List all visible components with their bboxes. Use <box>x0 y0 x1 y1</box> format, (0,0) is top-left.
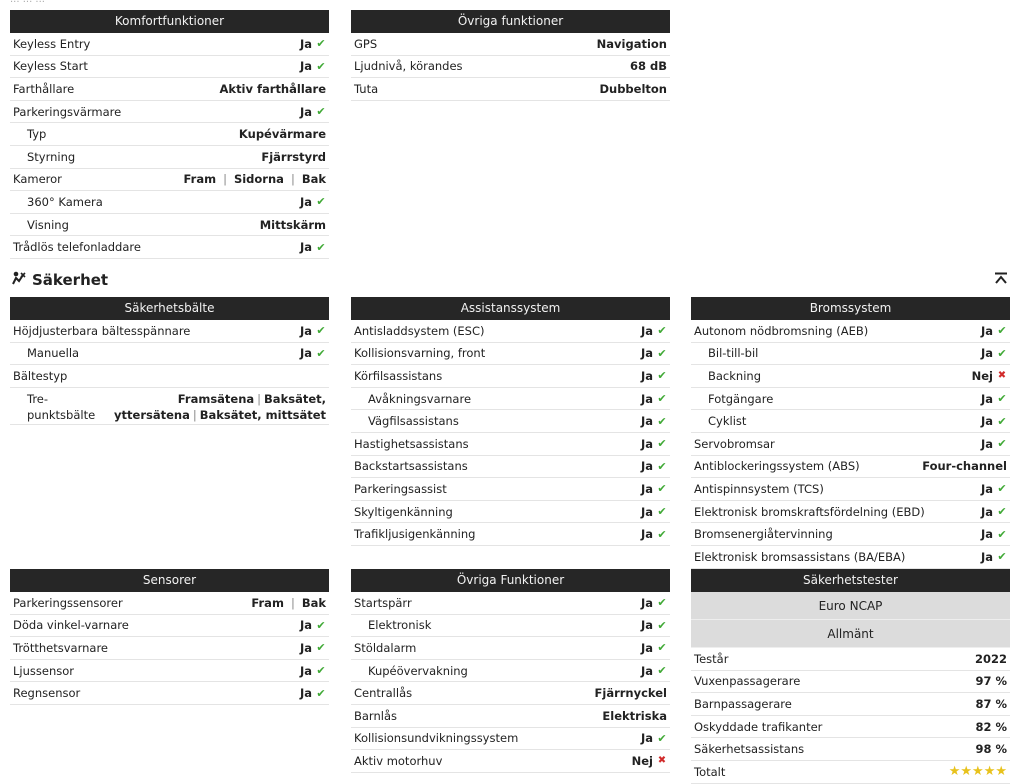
spec-value <box>300 641 326 655</box>
test-value: 82 % <box>975 719 1007 734</box>
test-row-oskyddade-trafikanter <box>691 716 1010 739</box>
spec-value <box>602 709 667 723</box>
spec-value <box>981 392 1007 406</box>
spec-label: Barnlås <box>354 708 397 723</box>
spec-label: Elektronisk bromsassistans (BA/EBA) <box>694 549 906 564</box>
spec-row-kollisionsundvikningssystem <box>351 728 670 751</box>
spec-value <box>300 686 326 700</box>
spec-row-fotgangare <box>691 388 1010 411</box>
spec-value-text: Mittskärm <box>259 217 326 232</box>
spec-row-typ <box>10 123 329 146</box>
check-icon: ✔ <box>997 437 1007 451</box>
spec-value-text: Ja <box>299 104 312 119</box>
spec-label: Elektronisk <box>368 618 432 633</box>
check-icon: ✔ <box>657 731 667 745</box>
spec-label: Elektronisk bromskraftsfördelning (EBD) <box>694 504 925 519</box>
spec-value <box>83 391 326 423</box>
spec-value <box>641 618 667 632</box>
check-icon: ✔ <box>316 664 326 678</box>
spec-row-servobromsar <box>691 433 1010 456</box>
spec-value <box>599 82 667 96</box>
star-icon: ★ <box>983 764 996 780</box>
spec-value-text: Ja <box>980 527 993 542</box>
safety-person-icon <box>12 271 26 289</box>
spec-value <box>981 346 1007 360</box>
spec-label: Antispinnsystem (TCS) <box>694 481 824 496</box>
test-label: Säkerhetsassistans <box>694 742 805 757</box>
spec-value-text: Nej <box>631 753 653 768</box>
spec-value-text: Ja <box>299 323 312 338</box>
check-icon: ✔ <box>657 664 667 678</box>
check-icon: ✔ <box>997 392 1007 406</box>
panel-header: Bromssystem <box>691 297 1010 320</box>
spec-row-tuta <box>351 78 670 101</box>
spec-value <box>981 437 1007 451</box>
spec-row-hojdjusterbara-baltesspannare <box>10 320 329 343</box>
spec-row-kupeovervakning <box>351 660 670 683</box>
spec-row-kameror <box>10 169 329 192</box>
value-separator: | <box>290 595 295 610</box>
spec-value-text: Elektriska <box>602 708 667 723</box>
spec-row-skyltigenkanning <box>351 501 670 524</box>
spec-value-part: Baksätet, mittsätet <box>199 407 326 422</box>
panel-header: Sensorer <box>10 569 329 592</box>
spec-label: Tuta <box>354 81 379 96</box>
spec-value <box>300 105 326 119</box>
check-icon: ✔ <box>316 105 326 119</box>
spec-value <box>641 346 667 360</box>
spec-label: Antisladdsystem (ESC) <box>354 323 485 338</box>
spec-label: Vägfilsassistans <box>368 414 459 429</box>
star-rating <box>949 764 1007 779</box>
spec-label: Kupéövervakning <box>368 663 468 678</box>
spec-value-text: Ja <box>640 595 653 610</box>
spec-row-gps <box>351 33 670 56</box>
spec-value <box>641 324 667 338</box>
spec-row-bil-till-bil <box>691 343 1010 366</box>
spec-value-text: Ja <box>299 240 312 255</box>
spec-value-text: Ja <box>980 414 993 429</box>
spec-row-parkeringssensorer <box>10 592 329 615</box>
spec-value <box>981 414 1007 428</box>
spec-value <box>251 596 326 610</box>
cut-off-heading <box>10 0 45 5</box>
spec-value-part: Fram <box>183 172 217 187</box>
spec-value <box>300 240 326 254</box>
sensorer-panel <box>10 569 329 705</box>
spec-value <box>641 596 667 610</box>
spec-row-parkeringsassist <box>351 478 670 501</box>
spec-label: Tre-punktsbälte <box>27 391 96 422</box>
spec-label: Trötthetsvarnare <box>13 640 108 655</box>
panel-header: Övriga funktioner <box>351 10 670 33</box>
spec-row-doda-vinkel-varnare <box>10 615 329 638</box>
spec-value <box>641 459 667 473</box>
spec-value-text: Four-channel <box>922 459 1007 474</box>
value-separator: | <box>257 391 262 406</box>
spec-value-text: Ja <box>640 640 653 655</box>
spec-value-text: Ja <box>980 436 993 451</box>
spec-value-text: Ja <box>299 346 312 361</box>
check-icon: ✔ <box>997 346 1007 360</box>
spec-label: Döda vinkel-varnare <box>13 618 129 633</box>
sakerhetstester-panel <box>691 569 1010 784</box>
spec-value <box>300 346 326 360</box>
spec-row-startsparr <box>351 592 670 615</box>
spec-label: Trafikljusigenkänning <box>354 527 476 542</box>
test-row-vuxenpassagerare <box>691 671 1010 694</box>
spec-value-text: Navigation <box>596 36 667 51</box>
spec-label: Backning <box>708 368 761 383</box>
spec-value-part: Fram <box>251 595 284 610</box>
spec-row-hastighetsassistans <box>351 433 670 456</box>
spec-value-text: Nej <box>971 368 993 383</box>
panel-header: Komfortfunktioner <box>10 10 329 33</box>
spec-row-trotthetsvarnare <box>10 637 329 660</box>
spec-value <box>641 392 667 406</box>
spec-value-text: Ja <box>980 481 993 496</box>
spec-row-elektronisk-bromskraftsfordelning-ebd <box>691 501 1010 524</box>
spec-value <box>597 37 667 51</box>
spec-value-text: Dubbelton <box>599 81 667 96</box>
check-icon: ✔ <box>657 414 667 428</box>
spec-row-baltestyp <box>10 365 329 388</box>
spec-value <box>239 127 326 141</box>
spec-value-text: Fjärrstyrd <box>261 149 326 164</box>
panel-header: Säkerhetsbälte <box>10 297 329 320</box>
sakerhet-title: Säkerhet <box>32 271 109 289</box>
spec-label: Styrning <box>27 149 76 164</box>
spec-label: Kollisionsvarning, front <box>354 346 486 361</box>
value-separator: | <box>192 407 197 422</box>
spec-label: Hastighetsassistans <box>354 436 469 451</box>
check-icon: ✔ <box>316 195 326 209</box>
spec-value-text: Ja <box>640 663 653 678</box>
spec-label: Avåkningsvarnare <box>368 391 472 406</box>
spec-label: Stöldalarm <box>354 640 417 655</box>
spec-label: Parkeringsvärmare <box>13 104 122 119</box>
check-icon: ✔ <box>316 240 326 254</box>
spec-value <box>981 505 1007 519</box>
spec-value <box>300 59 326 73</box>
spec-value <box>630 59 667 73</box>
spec-label: 360° Kamera <box>27 194 103 209</box>
spec-value <box>641 437 667 451</box>
spec-value-part: Bak <box>301 595 326 610</box>
spec-value <box>632 754 667 768</box>
spec-value-text: Ja <box>640 459 653 474</box>
check-icon: ✔ <box>316 641 326 655</box>
spec-value-part: Sidorna <box>233 172 284 187</box>
spec-row-elektronisk-bromsassistans-ba-eba <box>691 546 1010 569</box>
spec-row-aktiv-motorhuv <box>351 750 670 773</box>
spec-row-parkeringsvarmare <box>10 101 329 124</box>
spec-value-text: Fjärrnyckel <box>594 686 667 701</box>
spec-value-text: Ja <box>640 436 653 451</box>
bromssystem-panel <box>691 297 1010 569</box>
spec-row-farthallare <box>10 78 329 101</box>
spec-label: Farthållare <box>13 81 75 96</box>
spec-value-text: 68 dB <box>629 59 667 74</box>
spec-value-text: Ja <box>299 59 312 74</box>
spec-value-text: Ja <box>980 323 993 338</box>
spec-value-text: Ja <box>640 527 653 542</box>
check-icon: ✔ <box>657 482 667 496</box>
spec-value <box>641 664 667 678</box>
spec-value <box>981 482 1007 496</box>
spec-label: Servobromsar <box>694 436 775 451</box>
spec-value <box>184 172 326 186</box>
spec-row-cyklist <box>691 410 1010 433</box>
euro-ncap-band: Euro NCAP <box>691 592 1010 620</box>
cross-icon: ✖ <box>657 755 667 767</box>
star-icon: ★ <box>960 764 973 780</box>
spec-value-text: Kupévärmare <box>238 127 326 142</box>
spec-row-autonom-nodbromsning-aeb <box>691 320 1010 343</box>
spec-value-text: Ja <box>640 391 653 406</box>
spec-value <box>641 505 667 519</box>
spec-label: Keyless Entry <box>13 36 91 51</box>
check-icon: ✔ <box>997 505 1007 519</box>
spec-label: Startspärr <box>354 595 412 610</box>
spec-value-part: Bak <box>301 172 326 187</box>
star-icon: ★ <box>972 764 984 780</box>
check-icon: ✔ <box>997 324 1007 338</box>
check-icon: ✔ <box>316 346 326 360</box>
panel-header: Säkerhetstester <box>691 569 1010 592</box>
sakerhetsbalte-panel <box>10 297 329 425</box>
spec-row-avakningsvarnare <box>351 388 670 411</box>
test-value: 2022 <box>974 651 1007 666</box>
spec-label: Kollisionsundvikningssystem <box>354 731 519 746</box>
spec-label: Manuella <box>27 346 80 361</box>
spec-value-text: Ja <box>299 686 312 701</box>
check-icon: ✔ <box>316 686 326 700</box>
spec-label: Skyltigenkänning <box>354 504 453 519</box>
ovriga-funktioner-bottom-panel <box>351 569 670 773</box>
test-row-barnpassagerare <box>691 693 1010 716</box>
spec-label: Regnsensor <box>13 686 81 701</box>
spec-value-text: Ja <box>299 663 312 678</box>
spec-value <box>972 369 1007 383</box>
spec-label: Antiblockeringssystem (ABS) <box>694 459 860 474</box>
spec-label: Körfilsassistans <box>354 368 443 383</box>
check-icon: ✔ <box>657 596 667 610</box>
check-icon: ✔ <box>657 641 667 655</box>
spec-row-ljudniva-korandes <box>351 56 670 79</box>
test-value: 87 % <box>975 696 1007 711</box>
spec-row-kollisionsvarning-front <box>351 343 670 366</box>
spec-label: Ljudnivå, körandes <box>354 59 463 74</box>
spec-label: Bromsenergiåtervinning <box>694 527 833 542</box>
spec-label: Typ <box>27 127 47 142</box>
spec-value-text: Ja <box>640 414 653 429</box>
spec-value <box>641 369 667 383</box>
value-separator: | <box>223 172 227 187</box>
spec-value <box>261 150 326 164</box>
value-separator: | <box>290 172 295 187</box>
spec-row-keyless-entry <box>10 33 329 56</box>
spec-value <box>220 82 326 96</box>
spec-label: Cyklist <box>708 414 747 429</box>
spec-row-tre-punktsbalte <box>10 388 329 425</box>
check-icon: ✔ <box>997 550 1007 564</box>
test-row-sakerhetsassistans <box>691 738 1010 761</box>
spec-label: Centrallås <box>354 686 413 701</box>
spec-row-trafikljusigenkanning <box>351 523 670 546</box>
spec-row-tradlos-telefonladdare <box>10 236 329 259</box>
spec-value-text: Ja <box>640 346 653 361</box>
spec-value-text: Ja <box>980 504 993 519</box>
test-label: Oskyddade trafikanter <box>694 719 823 734</box>
spec-label: Parkeringsassist <box>354 481 447 496</box>
spec-label: Trådlös telefonladdare <box>13 240 141 255</box>
sakerhet-section-title <box>12 271 108 289</box>
spec-value <box>641 527 667 541</box>
spec-value-text: Ja <box>299 194 312 209</box>
test-row-testar <box>691 648 1010 671</box>
spec-row-backning <box>691 365 1010 388</box>
spec-value-text: Aktiv farthållare <box>219 81 326 96</box>
spec-value <box>641 731 667 745</box>
ovriga-funktioner-panel <box>351 10 670 101</box>
spec-value <box>300 195 326 209</box>
spec-row-visning <box>10 214 329 237</box>
test-value: 98 % <box>975 742 1007 757</box>
spec-row-backstartsassistans <box>351 456 670 479</box>
spec-value-part: Framsätena <box>177 391 255 406</box>
spec-value-part: Baksätet, yttersätena <box>114 391 326 422</box>
check-icon: ✔ <box>997 527 1007 541</box>
spec-label: Höjdjusterbara bältesspännare <box>13 323 191 338</box>
check-icon: ✔ <box>316 37 326 51</box>
spec-row-antisladdsystem-esc <box>351 320 670 343</box>
check-icon: ✔ <box>316 618 326 632</box>
komfort-panel <box>10 10 329 259</box>
spec-value <box>981 527 1007 541</box>
spec-row-keyless-start <box>10 56 329 79</box>
check-icon: ✔ <box>657 369 667 383</box>
spec-label: Backstartsassistans <box>354 459 468 474</box>
spec-label: GPS <box>354 36 378 51</box>
spec-value-text: Ja <box>640 368 653 383</box>
check-icon: ✔ <box>657 527 667 541</box>
check-icon: ✔ <box>657 437 667 451</box>
check-icon: ✔ <box>316 59 326 73</box>
spec-row-stoldalarm <box>351 637 670 660</box>
spec-label: Ljussensor <box>13 663 74 678</box>
spec-value-text: Ja <box>640 504 653 519</box>
spec-label: Fotgängare <box>708 391 774 406</box>
spec-label: Parkeringssensorer <box>13 595 123 610</box>
spec-value-text: Ja <box>980 346 993 361</box>
spec-value <box>595 686 667 700</box>
check-icon: ✔ <box>657 459 667 473</box>
test-row-totalt <box>691 761 1010 784</box>
spec-value <box>981 324 1007 338</box>
check-icon: ✔ <box>657 324 667 338</box>
check-icon: ✔ <box>657 618 667 632</box>
check-icon: ✔ <box>997 482 1007 496</box>
spec-value <box>641 641 667 655</box>
star-icon: ★ <box>948 764 961 780</box>
spec-label: Aktiv motorhuv <box>354 753 443 768</box>
spec-value <box>300 324 326 338</box>
test-label: Testår <box>694 651 729 666</box>
spec-row-elektronisk <box>351 615 670 638</box>
spec-label: Autonom nödbromsning (AEB) <box>694 323 869 338</box>
spec-row-korfilsassistans <box>351 365 670 388</box>
spec-value-text: Ja <box>299 36 312 51</box>
spec-value-text: Ja <box>299 640 312 655</box>
spec-label: Bil-till-bil <box>708 346 759 361</box>
spec-value <box>641 482 667 496</box>
test-label: Totalt <box>694 764 726 779</box>
test-label: Barnpassagerare <box>694 696 792 711</box>
spec-value-text: Ja <box>640 323 653 338</box>
panel-header: Assistanssystem <box>351 297 670 320</box>
cross-icon: ✖ <box>997 370 1007 382</box>
spec-value <box>981 550 1007 564</box>
collapse-section-icon[interactable] <box>994 272 1008 288</box>
test-label: Vuxenpassagerare <box>694 674 801 689</box>
spec-label: Visning <box>27 217 69 232</box>
check-icon: ✔ <box>657 392 667 406</box>
check-icon: ✔ <box>657 505 667 519</box>
spec-row-antispinnsystem-tcs <box>691 478 1010 501</box>
spec-value-text: Ja <box>299 618 312 633</box>
check-icon: ✔ <box>657 346 667 360</box>
spec-value <box>922 459 1007 473</box>
spec-value-text: Ja <box>640 618 653 633</box>
spec-row-centrallas <box>351 682 670 705</box>
spec-value <box>260 218 326 232</box>
spec-row-barnlas <box>351 705 670 728</box>
spec-value-text: Ja <box>980 391 993 406</box>
spec-row-antiblockeringssystem-abs <box>691 456 1010 479</box>
check-icon: ✔ <box>316 324 326 338</box>
spec-label: Bältestyp <box>13 368 68 383</box>
spec-value <box>641 414 667 428</box>
assistanssystem-panel <box>351 297 670 546</box>
spec-label: Keyless Start <box>13 59 88 74</box>
star-icon: ★ <box>995 764 1007 780</box>
spec-value-text: Ja <box>640 731 653 746</box>
panel-header: Övriga Funktioner <box>351 569 670 592</box>
spec-value <box>300 618 326 632</box>
spec-row-ljussensor <box>10 660 329 683</box>
spec-value-text: Ja <box>980 549 993 564</box>
spec-row-vagfilsassistans <box>351 410 670 433</box>
spec-value-text: Ja <box>640 481 653 496</box>
spec-value <box>300 37 326 51</box>
spec-row-regnsensor <box>10 682 329 705</box>
spec-row-styrning <box>10 146 329 169</box>
spec-value <box>300 664 326 678</box>
spec-row-360-kamera <box>10 191 329 214</box>
test-value: 97 % <box>975 674 1007 689</box>
allmant-band: Allmänt <box>691 620 1010 648</box>
spec-label: Kameror <box>13 172 62 187</box>
spec-row-manuella <box>10 343 329 366</box>
check-icon: ✔ <box>997 414 1007 428</box>
spec-row-bromsenergiatervinning <box>691 523 1010 546</box>
